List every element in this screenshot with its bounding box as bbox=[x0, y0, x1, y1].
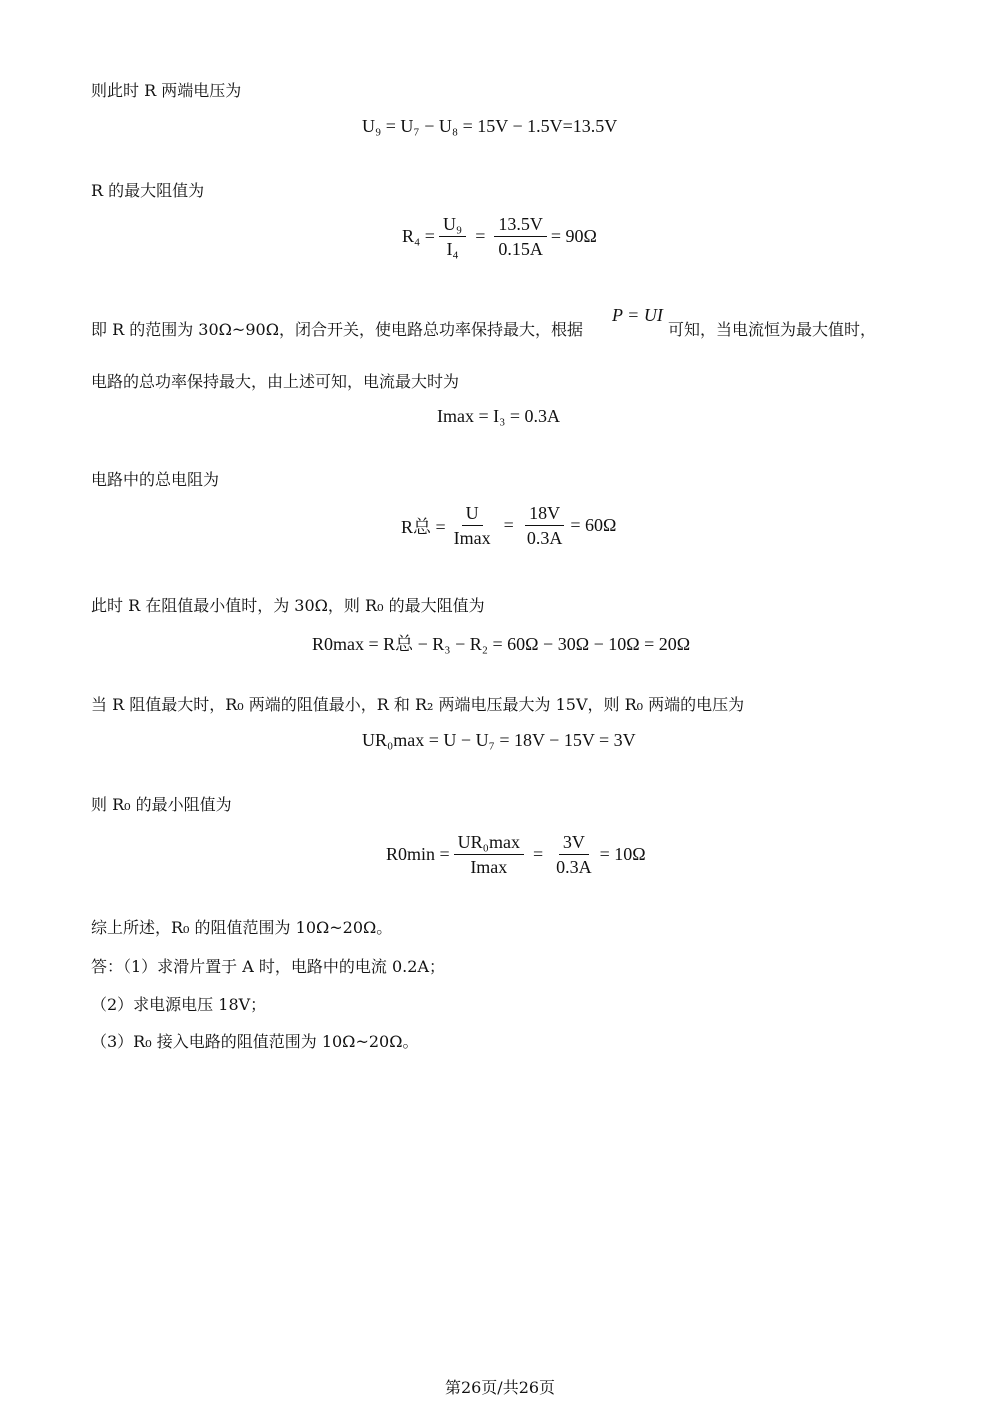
equation-r0max: R0max = R总 − R₃ − R₂ = 60Ω − 30Ω − 10Ω = 20Ω bbox=[312, 634, 691, 654]
eq-r4-fraction-1 bbox=[439, 213, 466, 260]
equation-r0min: R0min = $\frac{\text{UR₀max}}{Imax}$ = $\frac{3V}{0.3A}$ = 10Ω bbox=[386, 832, 646, 877]
text-line-3b: 可知，当电流恒为最大值时， bbox=[668, 320, 877, 339]
eq-r4-num-1: U₉ bbox=[439, 213, 466, 237]
eq-r0min-fraction-2 bbox=[552, 831, 596, 878]
equation-r4: R₄ = $\frac{\text{U₉}}{\text{I₄}}$ = $\frac{13.5V}{0.15A}$ = 90Ω bbox=[402, 214, 597, 259]
equation-ur0max: UR₀max = U − U₇ = 18V − 15V = 3V bbox=[362, 730, 636, 750]
text-line-6: 此时 R 在阻值最小值时，为 30Ω，则 R₀ 的最大阻值为 bbox=[91, 596, 485, 615]
text-line-12: （3）R₀ 接入电路的阻值范围为 10Ω~20Ω。 bbox=[91, 1032, 419, 1051]
eq-rtotal-fraction-2 bbox=[523, 502, 567, 549]
eq-r0min-fraction-1 bbox=[454, 831, 524, 878]
equation-p-ui: P = UI bbox=[612, 305, 663, 325]
eq-r4-fraction-2 bbox=[494, 213, 547, 260]
eq-rtotal-num-2: 18V bbox=[525, 502, 564, 526]
eq-r4-num-2: 13.5V bbox=[494, 213, 547, 237]
text-line-4: 电路的总功率保持最大，由上述可知，电流最大时为 bbox=[91, 372, 460, 391]
equation-u9: U₉ = U₇ − U₈ = 15V − 1.5V=13.5V bbox=[362, 116, 618, 136]
eq-r0min-lhs: R0min = bbox=[386, 844, 450, 864]
text-line-3a: 即 R 的范围为 30Ω~90Ω，闭合开关，使电路总功率保持最大，根据 bbox=[91, 320, 583, 339]
text-line-2: R 的最大阻值为 bbox=[91, 181, 205, 200]
text-line-10: 答：（1）求滑片置于 A 时，电路中的电流 0.2A； bbox=[91, 957, 445, 976]
text-line-8: 则 R₀ 的最小阻值为 bbox=[91, 795, 232, 814]
eq-rtotal-num-1: U bbox=[462, 502, 483, 526]
page-footer: 第26页/共26页 bbox=[444, 1378, 556, 1397]
eq-r0min-rhs: = 10Ω bbox=[599, 844, 646, 864]
text-line-9: 综上所述，R₀ 的阻值范围为 10Ω~20Ω。 bbox=[91, 918, 393, 937]
eq-r0min-den-2: 0.3A bbox=[556, 857, 592, 877]
eq-rtotal-den-2: 0.3A bbox=[526, 528, 563, 548]
text-line-11: （2）求电源电压 18V； bbox=[91, 995, 267, 1014]
eq-r4-den-1: I₄ bbox=[446, 239, 459, 259]
eq-rtotal-rhs: = 60Ω bbox=[570, 515, 617, 535]
eq-r0min-num-1: UR₀max bbox=[454, 831, 524, 855]
eq-rtotal-fraction-1 bbox=[450, 502, 495, 549]
eq-r0min-num-2: 3V bbox=[559, 831, 589, 855]
text-line-7: 当 R 阻值最大时，R₀ 两端的阻值最小，R 和 R₂ 两端电压最大为 15V，则 R₀ 两端的电压为 bbox=[91, 695, 745, 714]
equation-imax: Imax = I₃ = 0.3A bbox=[437, 406, 561, 426]
text-line-1: 则此时 R 两端电压为 bbox=[91, 81, 242, 100]
eq-r0min-den-1: Imax bbox=[470, 857, 508, 877]
eq-r4-rhs: = 90Ω bbox=[550, 226, 597, 246]
eq-rtotal-lhs: R总 = bbox=[401, 516, 446, 537]
eq-r4-lhs: R₄ = bbox=[402, 226, 435, 246]
text-line-5: 电路中的总电阻为 bbox=[91, 470, 220, 489]
eq-r4-den-2: 0.15A bbox=[498, 239, 543, 259]
eq-rtotal-den-1: Imax bbox=[453, 528, 491, 548]
equation-rtotal: R总 = $\frac{U}{Imax}$ = $\frac{18V}{0.3A}$ = 60Ω bbox=[401, 503, 617, 548]
